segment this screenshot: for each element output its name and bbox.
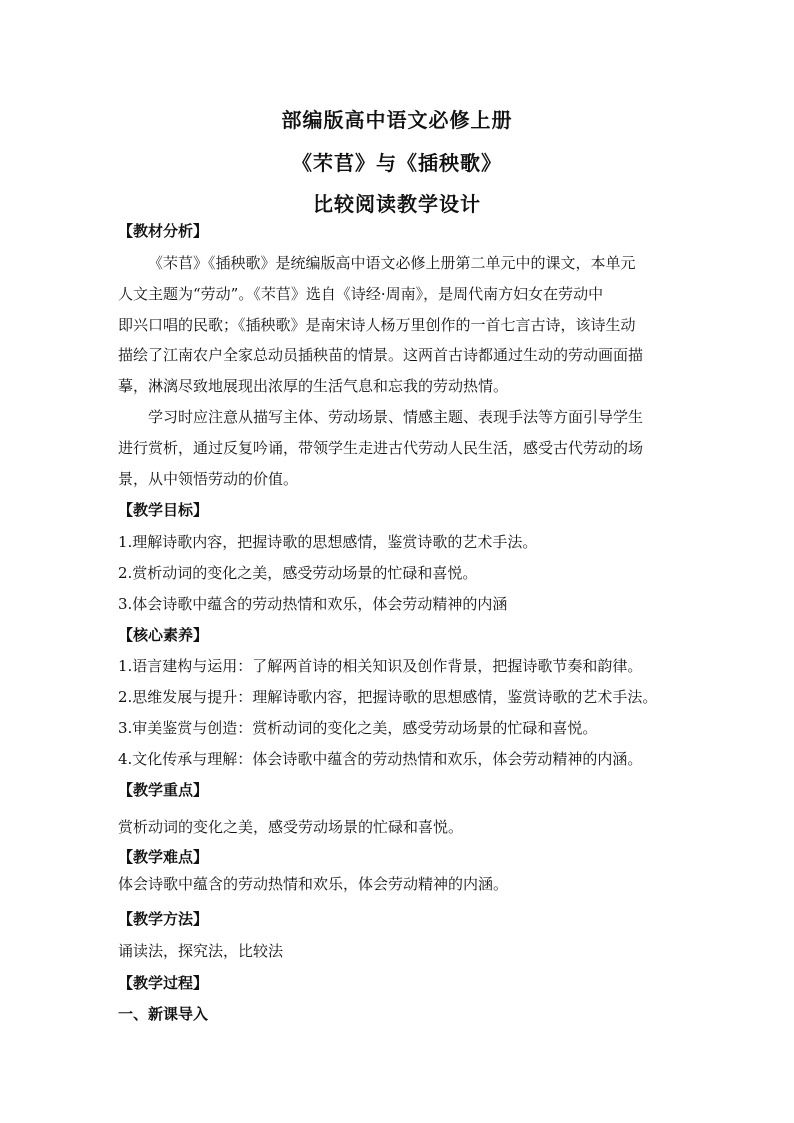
analysis-p1-line-3: 即兴口唱的民歌；《插秧歌》是南宋诗人杨万里创作的一首七言古诗，该诗生动 xyxy=(118,316,636,334)
literacy-item: 3.审美鉴赏与创造：赏析动词的变化之美，感受劳动场景的忙碌和喜悦。 xyxy=(118,719,598,737)
analysis-p1-line-2: 人文主题为“劳动”。《芣苢》选自《诗经·周南》，是周代南方妇女在劳动中 xyxy=(118,285,604,303)
analysis-heading: 【教材分析】 xyxy=(118,222,209,240)
analysis-p1-line-1: 《芣苢》《插秧歌》是统编版高中语文必修上册第二单元中的课文，本单元 xyxy=(148,254,636,272)
difficulty-heading: 【教学难点】 xyxy=(118,848,209,866)
goals-heading: 【教学目标】 xyxy=(118,501,209,519)
analysis-p2-line-3: 景，从中领悟劳动的价值。 xyxy=(118,470,299,488)
goal-item: 2.赏析动词的变化之美，感受劳动场景的忙碌和喜悦。 xyxy=(118,564,478,582)
process-heading: 【教学过程】 xyxy=(118,974,209,992)
literacy-heading: 【核心素养】 xyxy=(118,626,209,644)
analysis-p1-line-5: 摹，淋漓尽致地展现出浓厚的生活气息和忘我的劳动热情。 xyxy=(118,377,509,395)
key-point-heading: 【教学重点】 xyxy=(118,781,209,799)
analysis-p1-line-4: 描绘了江南农户全家总动员插秧苗的情景。这两首古诗都通过生动的劳动画面描 xyxy=(118,346,644,364)
literacy-item: 1.语言建构与运用：了解两首诗的相关知识及创作背景，把握诗歌节奏和韵律。 xyxy=(118,657,643,675)
doc-title-line-3: 比较阅读教学设计 xyxy=(313,192,481,216)
doc-title-line-1: 部编版高中语文必修上册 xyxy=(281,108,513,132)
analysis-p2-line-2: 进行赏析，通过反复吟诵，带领学生走进古代劳动人民生活，感受古代劳动的场 xyxy=(118,439,644,457)
process-step-1: 一、新课导入 xyxy=(118,1005,209,1023)
method-text: 诵读法，探究法，比较法 xyxy=(118,942,284,960)
doc-title-line-2: 《芣苢》与《插秧歌》 xyxy=(292,151,502,175)
goal-item: 1.理解诗歌内容，把握诗歌的思想感情，鉴赏诗歌的艺术手法。 xyxy=(118,533,538,551)
key-point-text: 赏析动词的变化之美，感受劳动场景的忙碌和喜悦。 xyxy=(118,818,464,836)
literacy-item: 2.思维发展与提升：理解诗歌内容，把握诗歌的思想感情，鉴赏诗歌的艺术手法。 xyxy=(118,688,658,706)
method-heading: 【教学方法】 xyxy=(118,910,209,928)
goal-item: 3.体会诗歌中蕴含的劳动热情和欢乐，体会劳动精神的内涵 xyxy=(118,595,508,613)
analysis-p2-line-1: 学习时应注意从描写主体、劳动场景、情感主题、表现手法等方面引导学生 xyxy=(148,408,644,426)
literacy-item: 4.文化传承与理解：体会诗歌中蕴含的劳动热情和欢乐，体会劳动精神的内涵。 xyxy=(118,750,643,768)
difficulty-text: 体会诗歌中蕴含的劳动热情和欢乐，体会劳动精神的内涵。 xyxy=(118,875,509,893)
